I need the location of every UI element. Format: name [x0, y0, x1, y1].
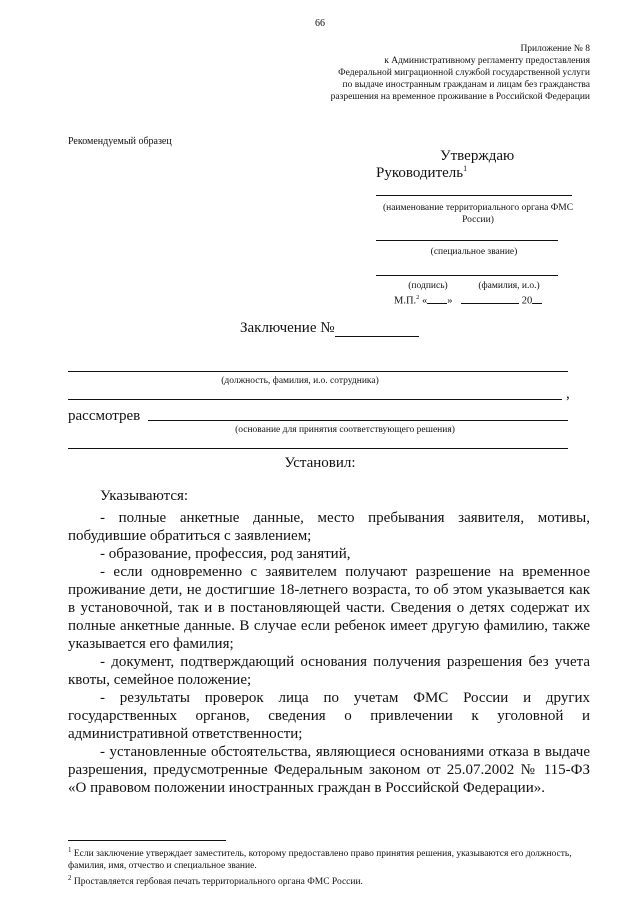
conclusion-title [240, 320, 419, 337]
body-item: - образование, профессия, род занятий, [100, 546, 351, 562]
signature-caption: (подпись) [408, 281, 448, 291]
footnote-mark: 2 [416, 294, 420, 301]
basis-caption: (основание для принятия соответствующего решения) [235, 425, 455, 435]
month-blank [461, 303, 519, 304]
footnote-separator [68, 840, 226, 841]
signature-line [376, 275, 558, 276]
seal-label: М.П. [394, 295, 417, 307]
footnotes [68, 844, 590, 888]
footnote-2 [68, 872, 590, 888]
date-quote-close: » [447, 295, 453, 307]
appendix-line: Федеральной миграционной службой государственной услуги [338, 68, 590, 78]
head-title [376, 164, 467, 182]
footnote-text: Проставляется гербовая печать территориального органа ФМС России. [71, 877, 363, 888]
approve-title: Утверждаю [440, 148, 515, 164]
body-item: - если одновременно с заявителем получают разрешение на временное проживание дети, не достигшие 18-летнего возраста, то об этом указывается как в установочной, так и в постановляющей части. Сведения о детях содержат их полные анкетные данные. В случае если ребенок имеет другую фамилию, также указывается его фамилия; [68, 564, 590, 652]
rank-caption: (специальное звание) [430, 247, 518, 257]
basis-line-2 [68, 448, 568, 449]
conclusion-label: Заключение № [240, 320, 335, 336]
body-item: - документ, подтверждающий основания получения разрешения без учета квоты, семейное положение; [68, 654, 590, 688]
footnote-text: Если заключение утверждает заместитель, которому предоставлено право принятия решения, указываются его должность, фамилия, имя, отчество и специальное звание. [68, 849, 572, 872]
established-heading: Установил: [284, 455, 356, 471]
employee-caption: (должность, фамилия, и.о. сотрудника) [221, 376, 379, 386]
conclusion-number-blank [335, 322, 419, 337]
page-number: 66 [315, 18, 325, 29]
employee-line [68, 371, 568, 372]
appendix-number: Приложение № 8 [520, 44, 590, 54]
body-item: - полные анкетные данные, место пребывания заявителя, мотивы, побудившие обратиться с заявлением; [68, 510, 590, 544]
footnote-1 [68, 844, 590, 872]
year-blank [532, 303, 542, 304]
appendix-line: разрешения на временное проживание в Российской Федерации [330, 92, 590, 102]
body-item: - установленные обстоятельства, являющиеся основаниями отказа в выдаче разрешения, предусмотренные Федеральным законом от 25.07.2002 № 115-ФЗ «О правовом положении иностранных граждан в Российской Федерации». [68, 744, 590, 796]
footnote-mark: 1 [463, 164, 468, 173]
rank-line [376, 240, 558, 241]
year-prefix: 20 [521, 295, 533, 307]
comma: , [566, 386, 570, 402]
org-name-line [376, 195, 572, 196]
head-label: Руководитель [376, 165, 464, 181]
seal-date-line [394, 294, 542, 307]
org-name-caption: (наименование территориального органа ФМС России) [382, 203, 574, 225]
date-quote-open: « [422, 295, 428, 307]
recommended-sample-label: Рекомендуемый образец [68, 136, 172, 147]
name-caption: (фамилия, и.о.) [478, 281, 540, 291]
day-blank [427, 303, 447, 304]
intro-paragraph: Указываются: [100, 488, 189, 504]
body-item: - результаты проверок лица по учетам ФМС России и других государственных органов, сведения о привлечении к уголовной и административной ответственности; [68, 690, 590, 742]
footnote-mark: 2 [68, 874, 72, 883]
appendix-line: к Административному регламенту предоставления [384, 56, 590, 66]
body-text [68, 487, 590, 797]
appendix-header [270, 43, 590, 103]
appendix-line: по выдаче иностранным гражданам и лицам без гражданства [342, 80, 590, 90]
reviewed-label: рассмотрев [68, 408, 141, 424]
footnote-mark: 1 [68, 846, 72, 854]
basis-line [148, 420, 568, 421]
employee-line-2 [68, 399, 562, 400]
